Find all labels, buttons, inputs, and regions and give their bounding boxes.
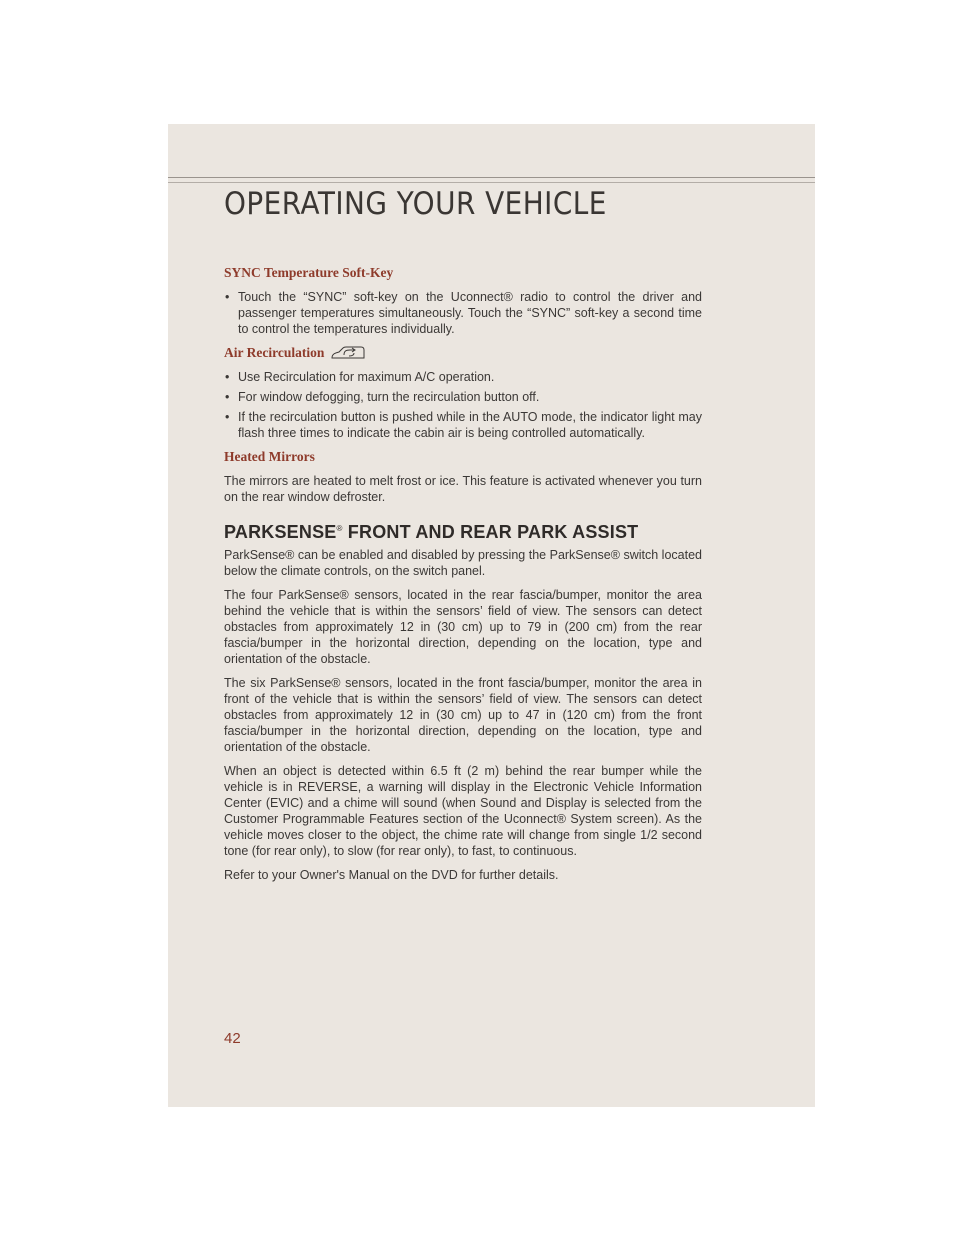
parksense-heading-rest: FRONT AND REAR PARK ASSIST (342, 522, 639, 542)
list-item: • For window defogging, turn the recirculation button off. (224, 389, 702, 405)
recirculation-list (224, 369, 702, 441)
recirculation-heading (224, 345, 702, 361)
list-item: • Touch the “SYNC” soft-key on the Uconnect® radio to control the driver and passenger temperatures simultaneously. Touch the “SYNC” soft-key a second time to control the temperatures individually. (224, 289, 702, 337)
sync-heading (224, 265, 702, 281)
chapter-title: OPERATING YOUR VEHICLE (224, 186, 607, 222)
page-number: 42 (224, 1030, 241, 1047)
sync-heading-text: SYNC Temperature Soft-Key (224, 265, 394, 280)
header-rule-top (168, 177, 815, 178)
recirculation-heading-text: Air Recirculation (224, 345, 325, 360)
heated-mirrors-paragraph: The mirrors are heated to melt frost or ice. This feature is activated whenever you turn on the rear window defroster. (224, 474, 702, 504)
parksense-paragraph: When an object is detected within 6.5 ft (2 m) behind the rear bumper while the vehicle is in REVERSE, a warning will display in the Electronic Vehicle Information Center (EVIC) and a chime will sound (when Sound and Display is selected from the Customer Programmable Features section of the Uconnect® System screen). As the vehicle moves closer to the object, the chime rate will change from single 1/2 second tone (for rear only), to slow (for rear only), to fast, to continuous. (224, 764, 702, 858)
parksense-paragraph: ParkSense® can be enabled and disabled by pressing the ParkSense® switch located below the climate controls, on the switch panel. (224, 548, 702, 578)
parksense-heading-reg: ® (336, 524, 343, 533)
parksense-paragraph: The four ParkSense® sensors, located in the rear fascia/bumper, monitor the area behind the vehicle that is within the sensors’ field of view. The sensors can detect obstacles from approximately 12 in (30 cm) up to 79 in (200 cm) from the rear fascia/bumper in the horizontal direction, depending on the location, type and orientation of the obstacle. (224, 588, 702, 666)
sync-list (224, 289, 702, 337)
page-content (224, 265, 702, 891)
header-rule-bottom (168, 182, 815, 183)
manual-page (168, 124, 815, 1107)
parksense-paragraph: The six ParkSense® sensors, located in the front fascia/bumper, monitor the area in front of the vehicle that is within the sensors’ field of view. The sensors can detect obstacles from approximately 12 in (30 cm) up to 47 in (120 cm) from the front fascia/bumper in the horizontal direction, depending on the location, type and orientation of the obstacle. (224, 676, 702, 754)
heated-mirrors-heading (224, 449, 702, 465)
list-item: • Use Recirculation for maximum A/C operation. (224, 369, 702, 385)
list-item: • If the recirculation button is pushed while in the AUTO mode, the indicator light may flash three times to indicate the cabin air is being controlled automatically. (224, 409, 702, 441)
heated-mirrors-heading-text: Heated Mirrors (224, 449, 315, 464)
parksense-heading (224, 521, 702, 540)
parksense-heading-main: PARKSENSE (224, 522, 337, 542)
air-recirculation-icon (330, 345, 366, 361)
parksense-paragraph: Refer to your Owner's Manual on the DVD for further details. (224, 868, 559, 882)
